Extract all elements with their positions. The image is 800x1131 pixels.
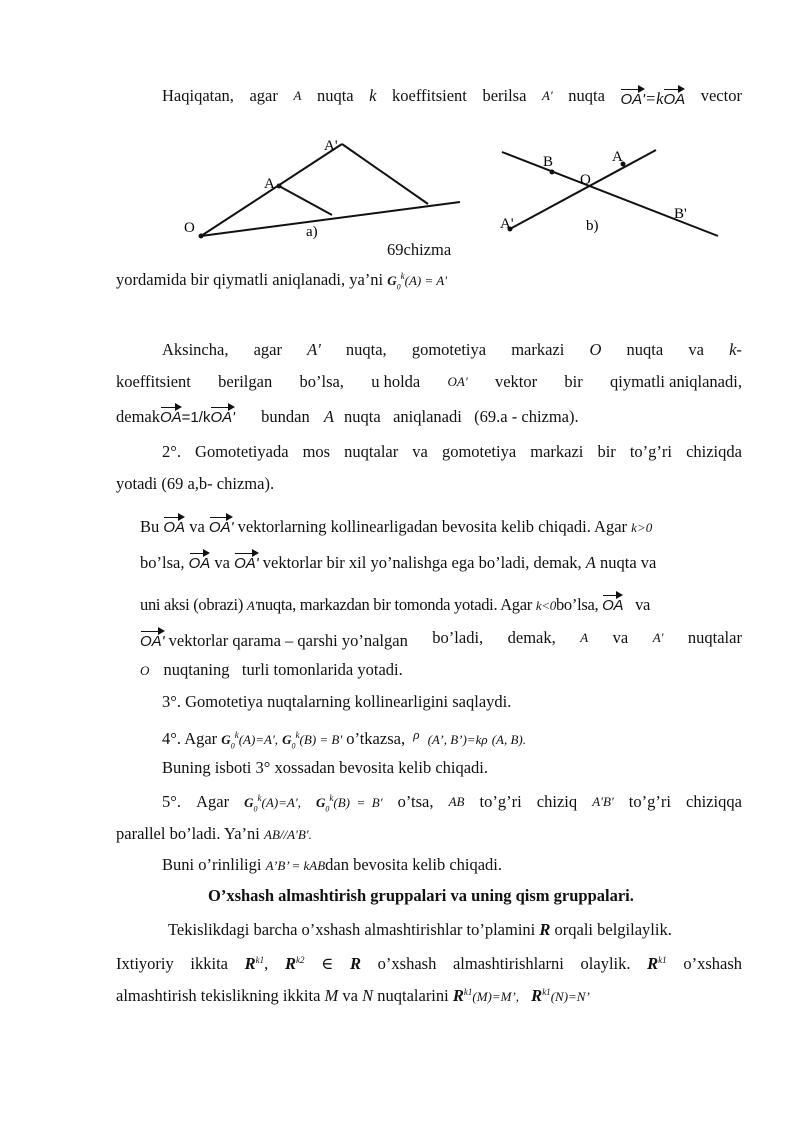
superscript: k xyxy=(257,793,262,803)
text: 4°. Agar xyxy=(162,729,218,748)
formula-g: G xyxy=(387,273,397,288)
point-a-prime: A' xyxy=(246,598,257,613)
label-bprime-b: B' xyxy=(674,206,687,222)
line-ab: AB xyxy=(448,794,465,809)
point-a: A xyxy=(323,407,334,426)
word: chiziqda xyxy=(686,442,742,461)
condition-k-positive: k>0 xyxy=(631,520,653,535)
subscript: 0 xyxy=(291,741,296,751)
text: orqali belgilaylik. xyxy=(554,920,672,939)
word: va xyxy=(688,340,704,359)
subscript: 0 xyxy=(325,804,330,814)
word: gomotetiya xyxy=(441,442,517,461)
label-a: A xyxy=(264,176,275,192)
label-b: B xyxy=(543,154,554,170)
superscript: k xyxy=(295,730,300,740)
point-a-prime: A' xyxy=(307,340,321,359)
condition-k-negative: k<0 xyxy=(535,598,556,613)
label-a-prime: A' xyxy=(324,138,338,154)
word: va xyxy=(214,553,230,572)
point-o-dot xyxy=(199,234,204,239)
paragraph-3-line-1 xyxy=(162,340,742,360)
word: berilsa xyxy=(482,86,527,105)
rho-symbol: ρ xyxy=(413,727,420,742)
formula: (M)=M’, xyxy=(472,989,520,1004)
word: ikkita xyxy=(190,954,228,973)
word: o’xshash xyxy=(683,954,742,973)
word: Bu xyxy=(140,517,160,536)
word: nuqta xyxy=(316,86,354,105)
point-a: A xyxy=(293,88,302,103)
paragraph-10 xyxy=(162,855,502,876)
formula-g: G xyxy=(315,795,326,810)
paragraph-5-line-5 xyxy=(140,660,403,681)
word: nuqta xyxy=(626,340,664,359)
word: bo’lsa, xyxy=(140,553,185,572)
word: berilgan xyxy=(218,372,273,391)
point-a: A xyxy=(580,630,589,645)
superscript: k2 xyxy=(295,955,305,965)
paragraph-5-line-4 xyxy=(140,628,742,652)
word: to’g’ri xyxy=(479,792,522,811)
figure-a xyxy=(201,144,460,236)
label-o: O xyxy=(184,220,195,236)
word: 5°. xyxy=(162,792,181,811)
vector-formula xyxy=(620,86,685,110)
formula: (A)=A', xyxy=(238,732,279,747)
segment-aprime-parallel xyxy=(342,144,428,204)
segment-a-parallel xyxy=(279,186,332,215)
word: koeffitsient xyxy=(392,86,467,105)
set-r: R xyxy=(349,954,361,973)
word: almashtirishlarni xyxy=(452,954,564,973)
transform-r: R xyxy=(284,954,296,973)
equals-k: =k xyxy=(645,89,664,108)
text: yordamida bir qiymatli aniqlanadi, ya’ni xyxy=(116,270,384,289)
homothety-figure xyxy=(170,128,730,248)
text: nuqta, markazdan bir tomonda yotadi. Agar xyxy=(256,595,532,614)
transform-r: R xyxy=(452,986,464,1005)
text: dan bevosita kelib chiqadi. xyxy=(325,855,503,874)
paragraph-11-line-2 xyxy=(116,954,742,974)
vector-oa: OA xyxy=(163,514,185,538)
paragraph-4-line-1 xyxy=(162,442,742,462)
paragraph-11-line-3 xyxy=(116,986,590,1007)
vector-oa-prime: OA' xyxy=(210,404,235,428)
text: nuqta va xyxy=(600,553,657,572)
text: Tekislikdagi barcha o’xshash almashtirishlar to’plamini xyxy=(168,920,536,939)
text: vektorlar qarama – qarshi yo’nalgan xyxy=(168,631,408,650)
point-n: N xyxy=(362,986,374,1005)
formula: (N)=N’ xyxy=(550,989,590,1004)
property-5-line-1 xyxy=(162,792,742,819)
formula: AB//A'B'. xyxy=(264,827,312,842)
text: vektorlar bir xil yo’nalishga ega bo’ladi, demak, xyxy=(262,553,582,572)
word: to’g’ri xyxy=(628,792,671,811)
subscript: 0 xyxy=(253,804,258,814)
paragraph-1-line xyxy=(162,86,742,110)
label-a-b: A xyxy=(612,149,623,165)
text: vektorlarning kollinearligadan bevosita kelib chiqadi. Agar xyxy=(237,517,628,536)
word: bir xyxy=(564,372,583,391)
word: nuqtalar xyxy=(687,628,742,647)
word: koeffitsient xyxy=(116,372,191,391)
point-o: O xyxy=(589,340,602,359)
coef-k: k xyxy=(369,86,377,105)
word: u holda xyxy=(371,372,421,391)
superscript: k xyxy=(329,793,334,803)
paragraph-4-line-2: yotadi (69 a,b- chizma). xyxy=(116,474,275,493)
vector-oa-prime: OA' xyxy=(209,514,234,538)
superscript: k1 xyxy=(463,987,473,997)
vector-oa-prime: OA' xyxy=(620,86,645,110)
word: Aksincha, xyxy=(162,340,229,359)
vector-oa-prime: OA' xyxy=(140,628,165,652)
point-a-prime: A' xyxy=(652,630,664,645)
word: bundan xyxy=(261,407,310,426)
property-3: 3°. Gomotetiya nuqtalarning kollinearligini saqlaydi. xyxy=(162,692,512,711)
point-a-prime: A' xyxy=(541,88,553,103)
point-m: M xyxy=(324,986,339,1005)
word: bo’lsa, xyxy=(555,595,599,614)
figure-b xyxy=(502,150,718,236)
superscript: k1 xyxy=(255,955,265,965)
paragraph-5-line-2 xyxy=(140,550,656,574)
subscript: 0 xyxy=(396,282,401,292)
word: nuqtalar xyxy=(344,442,399,461)
paragraph-5-line-1 xyxy=(140,514,652,538)
line-aprime-bprime: A'B' xyxy=(592,794,614,809)
line-o-base xyxy=(201,202,460,236)
line-b-bprime xyxy=(502,152,718,236)
word: k- xyxy=(729,340,742,359)
paragraph-3-line-2 xyxy=(116,372,742,392)
word: Ixtiyoriy xyxy=(116,954,174,973)
vector-oa: OA xyxy=(160,404,182,428)
text: parallel bo’ladi. Ya’ni xyxy=(116,824,260,843)
property-5-line-2 xyxy=(116,824,312,845)
word: agar xyxy=(249,86,278,105)
section-heading: O’xshash almashtirish gruppalari va uning qism gruppalari. xyxy=(208,886,634,905)
word: bir xyxy=(597,442,616,461)
word: chiziq xyxy=(536,792,578,811)
superscript: k1 xyxy=(542,987,551,997)
paragraph-8: Buning isboti 3° xossadan bevosita kelib chiqadi. xyxy=(162,758,489,777)
label-figure-a: a) xyxy=(306,224,318,240)
word: o’tkazsa, xyxy=(346,729,406,748)
word: va xyxy=(412,442,428,461)
word: gomotetiya xyxy=(411,340,487,359)
word: markazi xyxy=(530,442,584,461)
transform-r: R xyxy=(647,954,659,973)
word: nuqta xyxy=(568,86,605,105)
text: Buni o’rinliligi xyxy=(162,855,262,874)
word: o’tsa, xyxy=(397,792,434,811)
word: va xyxy=(342,986,358,1005)
text: nuqta aniqlanadi (69.a - chizma). xyxy=(344,407,579,426)
text: almashtirish tekislikning ikkita xyxy=(116,986,321,1005)
formula: (A, B). xyxy=(491,732,526,747)
transform-r: R xyxy=(244,954,256,973)
element-of-symbol: ∈ xyxy=(321,954,334,973)
word: agar xyxy=(253,340,282,359)
property-4 xyxy=(162,725,526,756)
text: nuqtaning turli tomonlarida yotadi. xyxy=(163,660,403,679)
formula-g: G xyxy=(244,795,254,810)
subscript: 0 xyxy=(230,741,235,751)
word: 2°. xyxy=(162,442,181,461)
word: va xyxy=(189,517,205,536)
word: nuqta, xyxy=(345,340,387,359)
word: demak xyxy=(116,407,160,426)
formula: (A’, B’)=kρ xyxy=(427,732,488,747)
formula: (B) = B' xyxy=(333,795,383,810)
point-a: A xyxy=(585,553,596,572)
label-o-b: O xyxy=(580,172,591,188)
label-aprime-b: A' xyxy=(500,216,514,232)
superscript: k1 xyxy=(658,955,667,965)
vector-oa-prime: OA' xyxy=(447,374,468,389)
word: vektor xyxy=(494,372,538,391)
equals-inverse-k: =1/k xyxy=(181,409,211,426)
paragraph-3-line-3 xyxy=(116,404,579,428)
formula: A’B’ = kAB xyxy=(265,858,326,873)
word: to’g’ri xyxy=(629,442,672,461)
paragraph-5-line-3 xyxy=(140,592,650,616)
point-o: O xyxy=(140,663,150,678)
formula: (A)=A', xyxy=(261,795,301,810)
word: Agar xyxy=(196,792,230,811)
formula-g: G xyxy=(282,732,292,747)
figure-caption: 69chizma xyxy=(387,240,452,259)
text: nuqtalarini xyxy=(377,986,449,1005)
paragraph-11-line-1 xyxy=(168,920,672,940)
word: Gomotetiyada xyxy=(195,442,289,461)
point-b-dot xyxy=(550,170,555,175)
word: va xyxy=(635,595,651,614)
word: markazi xyxy=(511,340,565,359)
word: demak, xyxy=(507,628,556,647)
vector-oa: OA xyxy=(663,86,685,110)
comma: , xyxy=(264,954,269,973)
word: mos xyxy=(302,442,331,461)
text: uni aksi (obrazi) xyxy=(140,595,244,614)
formula-rest: (A) = A' xyxy=(404,273,448,288)
paragraph-2 xyxy=(116,270,447,297)
vector-oa-prime: OA' xyxy=(234,550,259,574)
superscript: k xyxy=(234,730,239,740)
word: o’xshash xyxy=(377,954,437,973)
word: olaylik. xyxy=(580,954,631,973)
transform-r: R xyxy=(531,986,543,1005)
word: bo’lsa, xyxy=(299,372,344,391)
word: Haqiqatan, xyxy=(162,86,234,105)
word: vector xyxy=(700,86,742,105)
point-a-dot xyxy=(277,184,282,189)
vector-oa: OA xyxy=(189,550,211,574)
formula: (B) = B' xyxy=(299,732,343,747)
superscript: k xyxy=(400,271,405,281)
vector-oa: OA xyxy=(602,592,623,616)
word: chiziqqa xyxy=(686,792,742,811)
word: bo’ladi, xyxy=(432,628,484,647)
word: qiymatli aniqlanadi, xyxy=(610,372,742,391)
set-r: R xyxy=(539,920,551,939)
word: va xyxy=(612,628,629,647)
label-figure-b: b) xyxy=(586,218,599,234)
formula-g: G xyxy=(221,732,231,747)
